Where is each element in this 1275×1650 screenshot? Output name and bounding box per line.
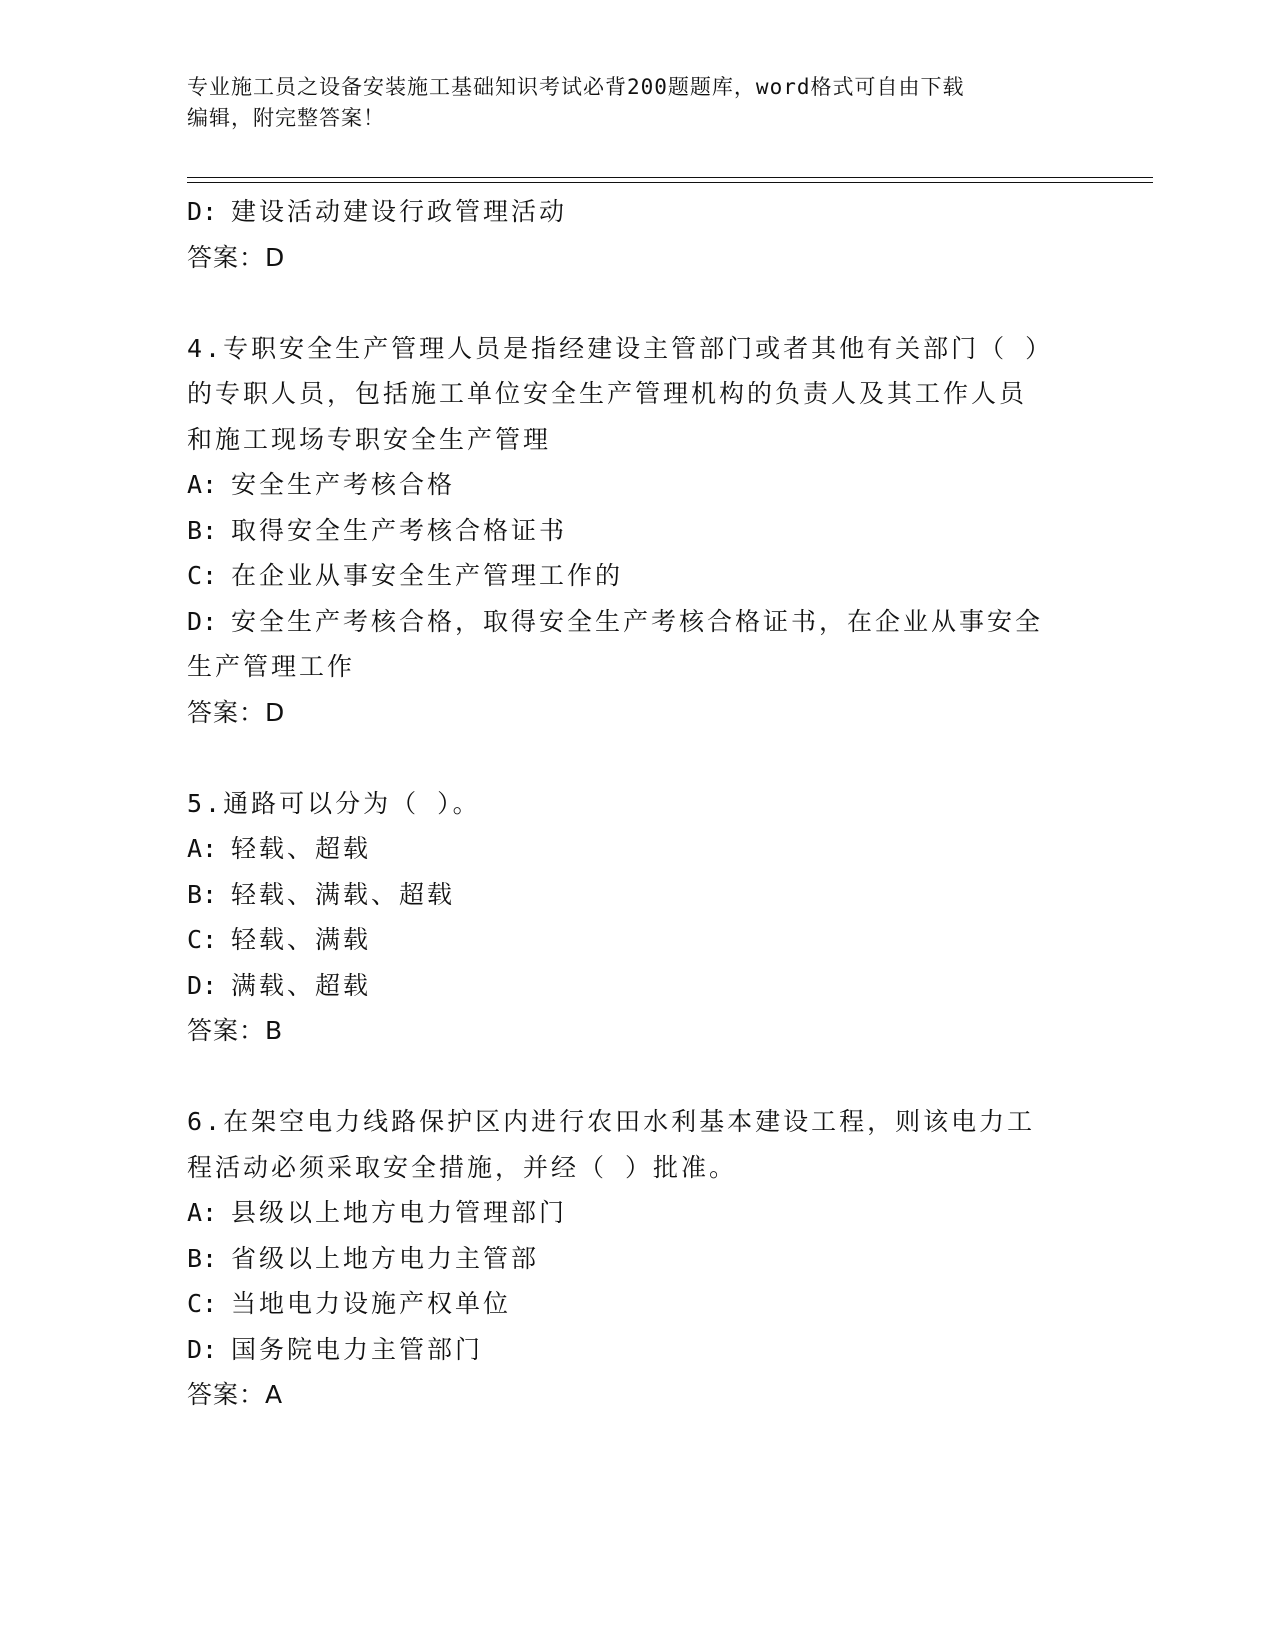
q6-option-b (187, 1236, 1087, 1282)
q5-option-a (187, 826, 1087, 872)
option-label: A: (187, 1198, 218, 1227)
option-text: 轻载、满载、超载 (231, 879, 456, 909)
q4-stem-line-1: 4.专职安全生产管理人员是指经建设主管部门或者其他有关部门（ ） (187, 333, 1054, 363)
option-label: B: (187, 879, 218, 909)
q5-option-c (187, 917, 1087, 963)
q6-stem-line-1: 6.在架空电力线路保护区内进行农田水利基本建设工程，则该电力工 (187, 1107, 1036, 1136)
header-title-line-1: 专业施工员之设备安装施工基础知识考试必背200题题库，word格式可自由下载 (187, 75, 965, 99)
q4-stem-line-3: 和施工现场专职安全生产管理 (187, 424, 552, 454)
q5-answer: 答案：B (187, 1016, 284, 1045)
q4-option-a (187, 462, 1087, 508)
spacer (187, 1054, 1087, 1100)
document-body (187, 189, 1087, 1418)
document-header (187, 72, 1067, 134)
option-label: C: (187, 561, 218, 590)
option-label: D: (187, 197, 218, 226)
q6-option-a (187, 1190, 1087, 1236)
option-text: 县级以上地方电力管理部门 (231, 1198, 568, 1227)
spacer (187, 280, 1087, 326)
header-title-line-2: 编辑，附完整答案！ (187, 106, 385, 130)
option-label: D: (187, 606, 218, 636)
option-text: 当地电力设施产权单位 (231, 1289, 512, 1318)
q3-option-d (187, 189, 1087, 235)
option-label: B: (187, 1243, 218, 1273)
q4-option-d-continued: 生产管理工作 (187, 652, 356, 681)
option-label: C: (187, 1289, 218, 1318)
q3-answer: 答案：D (187, 242, 286, 272)
option-text: 安全生产考核合格 (231, 470, 456, 499)
option-label: D: (187, 970, 218, 1000)
q5-stem: 5.通路可以分为（ ）。 (187, 788, 481, 818)
q4-stem-line-2: 的专职人员，包括施工单位安全生产管理机构的负责人及其工作人员 (187, 379, 1028, 408)
option-text: 省级以上地方电力主管部 (231, 1243, 540, 1273)
q5-option-b (187, 872, 1087, 918)
option-text: 国务院电力主管部门 (231, 1334, 484, 1364)
option-label: B: (187, 515, 218, 545)
option-text: 轻载、超载 (231, 834, 372, 863)
header-divider-top (187, 177, 1153, 178)
option-text: 轻载、满载 (231, 925, 372, 954)
option-text: 在企业从事安全生产管理工作的 (231, 561, 624, 590)
option-label: A: (187, 834, 218, 863)
q4-option-d (187, 599, 1087, 645)
spacer (187, 735, 1087, 781)
q4-answer: 答案：D (187, 697, 286, 727)
q6-stem-line-2: 程活动必须采取安全措施，并经（ ）批准。 (187, 1152, 738, 1182)
q4-option-b (187, 508, 1087, 554)
q6-option-d (187, 1327, 1087, 1373)
option-label: C: (187, 925, 218, 954)
q4-option-c (187, 553, 1087, 599)
q5-option-d (187, 963, 1087, 1009)
option-text: 满载、超载 (231, 970, 372, 1000)
option-text: 安全生产考核合格，取得安全生产考核合格证书，在企业从事安全 (231, 606, 1044, 636)
header-divider-bottom (187, 182, 1153, 183)
option-label: A: (187, 470, 218, 499)
option-text: 取得安全生产考核合格证书 (231, 515, 568, 545)
option-text: 建设活动建设行政管理活动 (231, 197, 568, 226)
q6-option-c (187, 1281, 1087, 1327)
option-label: D: (187, 1334, 218, 1364)
q6-answer: 答案：A (187, 1380, 284, 1409)
